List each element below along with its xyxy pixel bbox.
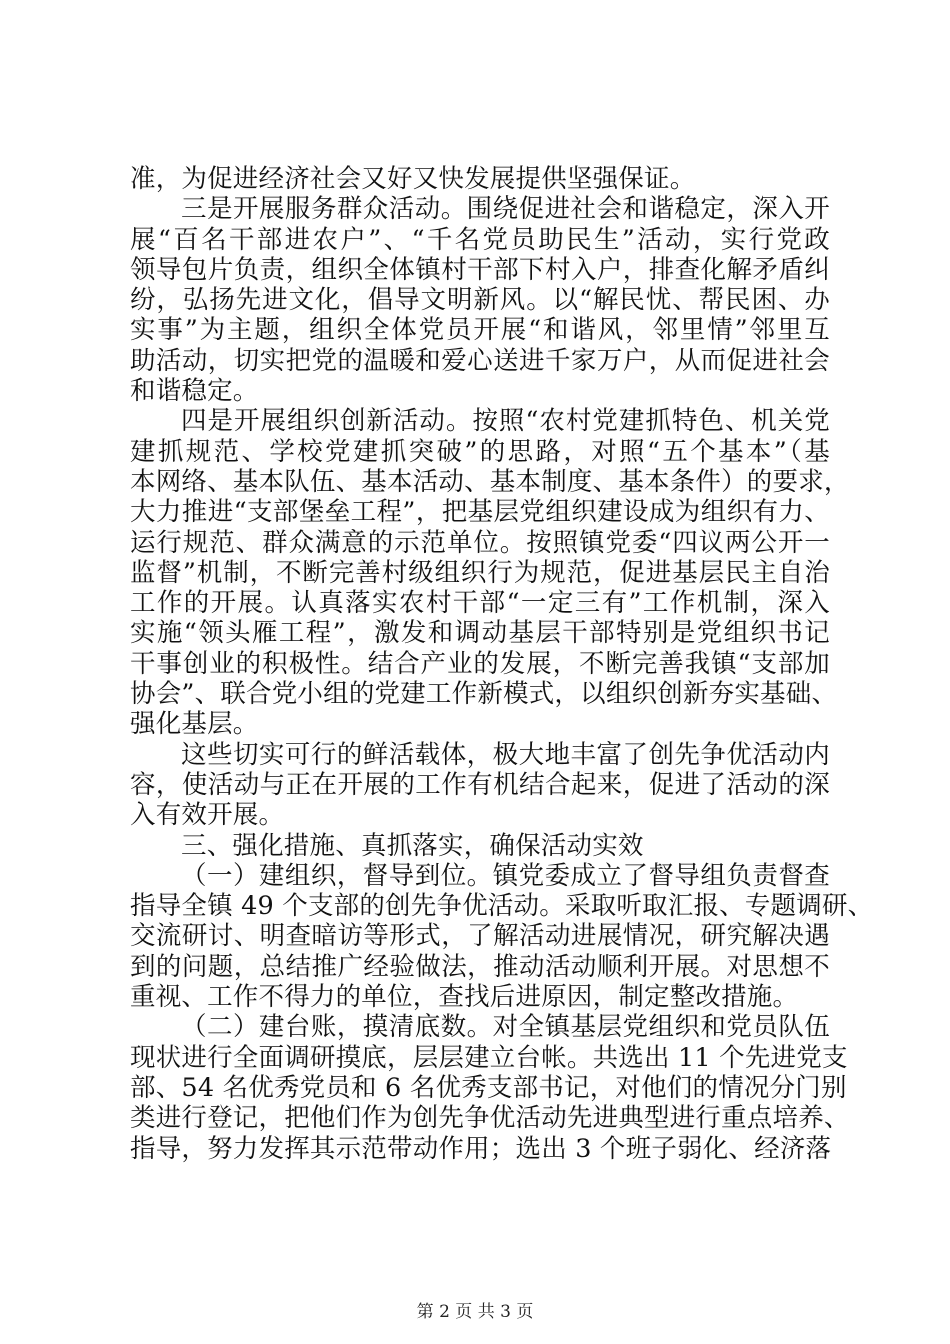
text-line: 助活动，切实把党的温暖和爱心送进千家万户，从而促进社会 [130, 345, 830, 376]
text-line: 和谐稳定。 [130, 376, 259, 407]
text-line: 这些切实可行的鲜活载体，极大地丰富了创先争优活动内 [181, 739, 830, 770]
text-line: 领导包片负责，组织全体镇村干部下村入户，排查化解矛盾纠 [130, 254, 830, 285]
text-line: （二）建台账，摸清底数。对全镇基层党组织和党员队伍 [181, 1012, 830, 1043]
text-line: 工作的开展。认真落实农村干部“一定三有”工作机制，深入 [130, 588, 830, 619]
text-line: 四是开展组织创新活动。按照“农村党建抓特色、机关党 [181, 406, 830, 437]
text-line: 准，为促进经济社会又好又快发展提供坚强保证。 [130, 164, 696, 194]
text-line: 建抓规范、学校党建抓突破”的思路，对照“五个基本”（基 [130, 436, 830, 467]
text-line: 三、强化措施、真抓落实，确保活动实效 [181, 830, 644, 861]
text-line: 大力推进“支部堡垒工程”，把基层党组织建设成为组织有力、 [130, 497, 830, 528]
text-line: 部、54 名优秀党员和 6 名优秀支部书记，对他们的情况分门别 [130, 1072, 847, 1103]
text-line: 展“百名干部进农户”、“千名党员助民生”活动，实行党政 [130, 224, 830, 255]
text-line: 强化基层。 [130, 709, 259, 740]
text-line: 指导，努力发挥其示范带动作用；选出 3 个班子弱化、经济落 [130, 1133, 832, 1164]
text-line: 指导全镇 49 个支部的创先争优活动。采取听取汇报、专题调研、 [130, 891, 874, 922]
text-line: 容，使活动与正在开展的工作有机结合起来，促进了活动的深 [130, 769, 830, 800]
text-line: 到的问题，总结推广经验做法，推动活动顺利开展。对思想不 [130, 951, 830, 982]
document-body [130, 164, 874, 1164]
text-line: 实事”为主题，组织全体党员开展“和谐风，邻里情”邻里互 [130, 315, 830, 346]
text-line: 三是开展服务群众活动。围绕促进社会和谐稳定，深入开 [181, 194, 830, 225]
text-line: 重视、工作不得力的单位，查找后进原因，制定整改措施。 [130, 982, 799, 1013]
page-footer: 第 2 页 共 3 页 [416, 1302, 534, 1322]
text-line: 实施“领头雁工程”，激发和调动基层干部特别是党组织书记 [130, 618, 830, 649]
text-line: 入有效开展。 [130, 800, 285, 831]
text-line: 运行规范、群众满意的示范单位。按照镇党委“四议两公开一 [130, 527, 830, 558]
text-line: （一）建组织，督导到位。镇党委成立了督导组负责督查 [181, 860, 830, 891]
text-line: 现状进行全面调研摸底，层层建立台帐。共选出 11 个先进党支 [130, 1042, 848, 1073]
text-line: 纷，弘扬先进文化，倡导文明新风。以“解民忧、帮民困、办 [130, 285, 830, 316]
text-line: 本网络、基本队伍、基本活动、基本制度、基本条件）的要求， [130, 466, 850, 497]
text-line: 干事创业的积极性。结合产业的发展，不断完善我镇“支部加 [130, 648, 830, 679]
text-line: 监督”机制，不断完善村级组织行为规范，促进基层民主自治 [130, 557, 830, 588]
text-line: 协会”、联合党小组的党建工作新模式，以组织创新夯实基础、 [130, 679, 838, 710]
text-line: 交流研讨、明查暗访等形式，了解活动进展情况，研究解决遇 [130, 921, 830, 952]
text-line: 类进行登记，把他们作为创先争优活动先进典型进行重点培养、 [130, 1103, 850, 1134]
